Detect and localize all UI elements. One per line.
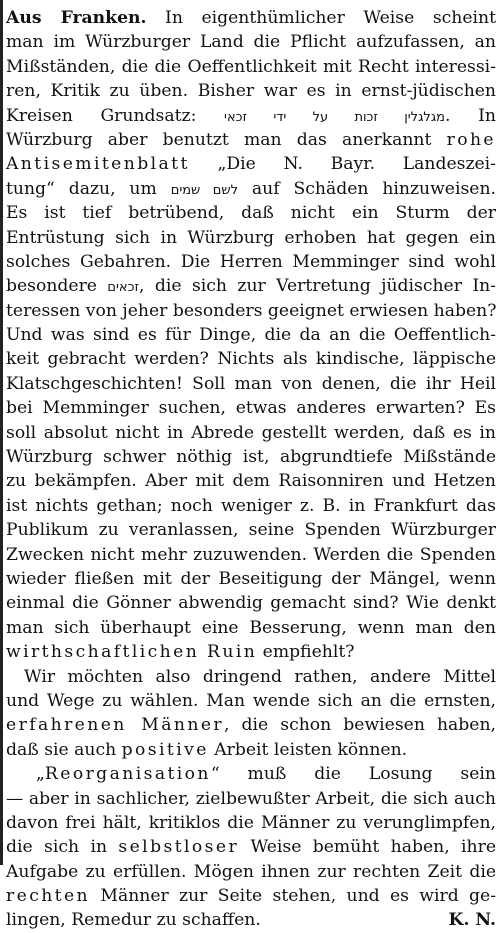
line-text: wieder fließen mit der Beseitigung der Mängel, wenn bbox=[6, 568, 496, 589]
text-line bbox=[6, 250, 496, 274]
line-text: Mißständen, die die Oeffentlichkeit mit Recht interessi- bbox=[6, 56, 496, 77]
spaced-emphasis: rechten bbox=[6, 886, 91, 907]
text-line bbox=[6, 591, 496, 615]
text-line bbox=[6, 152, 496, 176]
line-text: Entrüstung sich in Würzburg erhoben hat gegen ein bbox=[6, 227, 496, 248]
spaced-emphasis: Reorganisation bbox=[44, 764, 211, 785]
text-line bbox=[6, 787, 496, 811]
text-line bbox=[6, 494, 496, 518]
text-line bbox=[6, 640, 496, 664]
line-text: auf Schäden hinzuweisen. bbox=[238, 178, 496, 199]
text-line bbox=[6, 445, 496, 469]
text-line bbox=[6, 713, 496, 737]
line-text: zu bekämpfen. Aber mit dem Raisonniren und Hetzen bbox=[6, 471, 496, 492]
text-line bbox=[6, 567, 496, 591]
text-line bbox=[6, 518, 496, 542]
text-line bbox=[6, 201, 496, 225]
hebrew-phrase: לשם שמים bbox=[170, 182, 239, 198]
line-text: einmal die Gönner abwendig gemacht sind? Wie denkt bbox=[6, 593, 496, 614]
spaced-emphasis: rohe bbox=[446, 129, 496, 150]
hebrew-phrase: מגלגלין זכות על ידי זכאי bbox=[224, 109, 446, 125]
spaced-emphasis: selbstloser bbox=[118, 837, 240, 858]
text-line bbox=[6, 177, 496, 201]
line-text: teressen von jeher besonders geeignet erwiesen haben? bbox=[6, 300, 496, 321]
text-line bbox=[6, 104, 496, 128]
line-text: Wir möchten also dringend rathen, andere Mittel bbox=[24, 666, 496, 687]
line-text: „Die N. Bayr. Landeszei- bbox=[189, 154, 496, 175]
line-text: Aufgabe zu erfüllen. Mögen ihnen zur rechten Zeit die bbox=[6, 861, 496, 882]
line-text: , die schon bewiesen haben, bbox=[224, 715, 496, 736]
text-line bbox=[6, 299, 496, 323]
text-line bbox=[6, 274, 496, 298]
text-line bbox=[6, 884, 496, 908]
text-line bbox=[6, 860, 496, 884]
line-text: Klatschgeschichten! Soll man von denen, die ihr Heil bbox=[6, 373, 496, 394]
line-text: Weise bemüht haben, ihre bbox=[239, 837, 496, 858]
line-text: . In bbox=[445, 105, 496, 126]
hebrew-phrase: זכאים bbox=[107, 280, 139, 296]
line-text: , die sich zur Vertretung jüdischer In- bbox=[139, 276, 496, 297]
line-text: die sich in bbox=[6, 837, 119, 858]
text-line bbox=[6, 226, 496, 250]
spaced-emphasis: erfahrenen Männer bbox=[6, 715, 225, 736]
text-line bbox=[6, 835, 496, 859]
line-text: lingen, Remedur zu schaffen. bbox=[6, 910, 261, 931]
line-text: ren, Kritik zu üben. Bisher war es in ernst-jüdischen bbox=[6, 81, 496, 102]
text-line bbox=[6, 738, 496, 762]
line-text: man sich überhaupt eine Besserung, wenn man den bbox=[6, 617, 496, 638]
article bbox=[6, 6, 496, 933]
line-text: Kreisen Grundsatz: bbox=[6, 105, 225, 126]
line-text: Würzburg schwer nöthig ist, abgrundtiefe Mißstände bbox=[6, 447, 496, 468]
text-line bbox=[6, 543, 496, 567]
line-text: “ muß die Losung sein bbox=[210, 764, 496, 785]
line-text: soll absolut nicht in Abrede gestellt werden, daß es in bbox=[6, 422, 496, 443]
cropped-previous-line bbox=[6, 2, 496, 5]
text-line bbox=[6, 79, 496, 103]
text-line bbox=[6, 55, 496, 79]
text-line bbox=[6, 762, 496, 786]
spaced-emphasis: wirthschaftlichen Ruin bbox=[6, 642, 258, 663]
text-line bbox=[6, 469, 496, 493]
line-text: Zwecken nicht mehr zuzuwenden. Werden die Spenden bbox=[6, 544, 496, 565]
text-line bbox=[6, 421, 496, 445]
text-line bbox=[6, 30, 496, 54]
paragraph bbox=[6, 6, 496, 665]
line-text: — aber in sachlicher, zielbewußter Arbeit, die sich auch bbox=[6, 788, 496, 809]
spaced-emphasis: positive bbox=[121, 739, 209, 760]
text-line bbox=[6, 6, 496, 30]
line-text: davon frei hält, kritiklos die Männer zu verunglimpfen, bbox=[6, 812, 496, 833]
line-text: man im Würzburger Land die Pflicht aufzufassen, an bbox=[6, 32, 496, 53]
line-text: Würzburg aber benutzt man das anerkannt bbox=[6, 129, 447, 150]
line-text: Publikum zu veranlassen, seine Spenden Würzburger bbox=[6, 520, 496, 541]
line-text: Arbeit leisten können. bbox=[208, 739, 408, 760]
line-text: Es ist tief betrübend, daß nicht ein Sturm der bbox=[6, 203, 496, 224]
text-line bbox=[6, 689, 496, 713]
text-line bbox=[6, 665, 496, 689]
line-text: besondere bbox=[6, 276, 108, 297]
text-line bbox=[6, 347, 496, 371]
paragraph bbox=[6, 762, 496, 933]
line-text: und Wege zu wählen. Man wende sich an die ernsten, bbox=[6, 690, 496, 711]
line-text: empfiehlt? bbox=[257, 642, 355, 663]
line-text: bei Memminger suchen, etwas anderes erwarten? Es bbox=[6, 398, 496, 419]
line-text: keit gebracht werden? Nichts als kindische, läppische bbox=[6, 349, 496, 370]
text-line bbox=[6, 616, 496, 640]
line-text: daß sie auch bbox=[6, 739, 122, 760]
text-line bbox=[6, 396, 496, 420]
line-text: In eigenthümlicher Weise scheint bbox=[146, 8, 496, 28]
text-line bbox=[6, 372, 496, 396]
line-text: Und was sind es für Dinge, die da an die Oeffentlich- bbox=[6, 325, 496, 346]
text-line bbox=[6, 908, 496, 932]
line-text: solches Gebahren. Die Herren Memminger sind wohl bbox=[6, 251, 496, 272]
line-text: ist nichts gethan; noch weniger z. B. in Frankfurt das bbox=[6, 495, 496, 516]
text-line bbox=[6, 811, 496, 835]
line-text: „ bbox=[36, 764, 45, 785]
text-line bbox=[6, 128, 496, 152]
line-text: tung“ dazu, um bbox=[6, 178, 171, 199]
spaced-emphasis: Antisemitenblatt bbox=[6, 154, 190, 175]
line-text: Männer zur Seite stehen, und es wird ge- bbox=[90, 886, 496, 907]
author-signature: K. N. bbox=[448, 910, 496, 931]
article-heading: Aus Franken. bbox=[6, 8, 147, 28]
column-rule bbox=[0, 0, 3, 865]
text-line bbox=[6, 323, 496, 347]
paragraph bbox=[6, 665, 496, 763]
